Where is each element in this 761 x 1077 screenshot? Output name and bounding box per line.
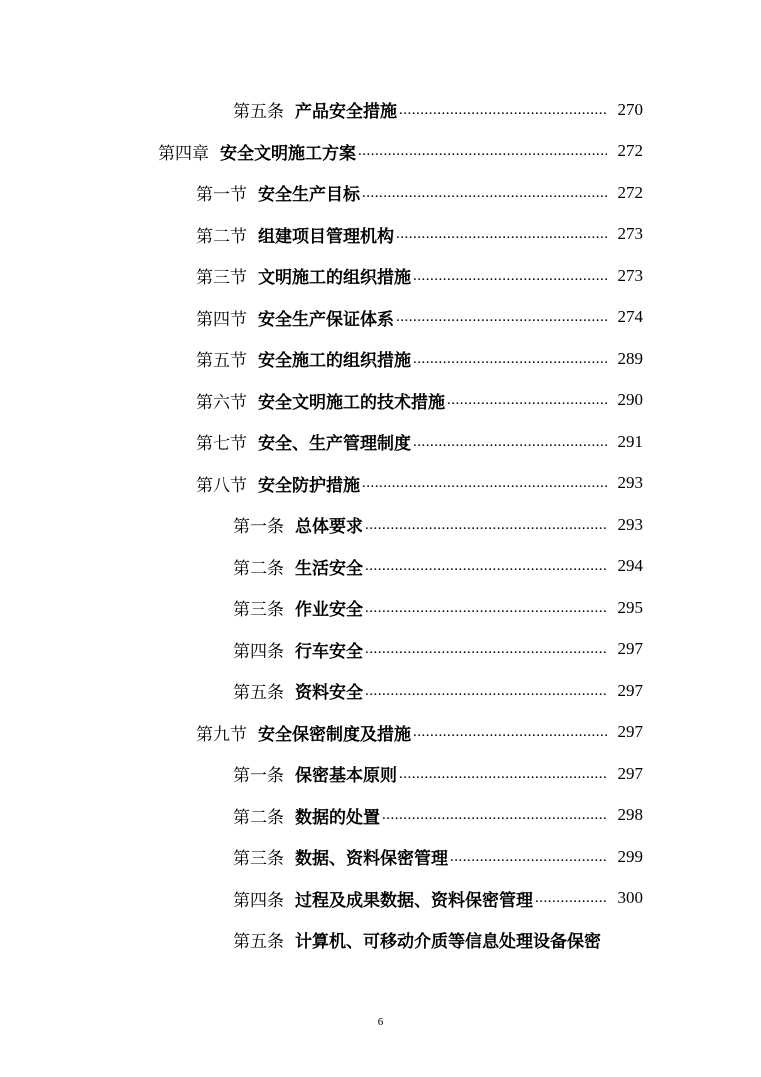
toc-entry-title: 计算机、可移动介质等信息处理设备保密 [295,932,601,953]
toc-entry-page: 274 [617,307,643,327]
toc-entry-number: 第二节 [196,226,247,247]
toc-entry-number: 第四条 [233,890,284,911]
toc-entry-page: 270 [617,99,643,119]
toc-entry[interactable] [0,753,761,795]
toc-entry-number: 第七节 [196,434,247,455]
toc-entry-page: 273 [617,265,643,285]
toc-entry-page: 272 [617,141,643,161]
toc-entry-number: 第六节 [196,392,247,413]
toc-entry-page: 291 [617,431,643,451]
toc-entry-page: 293 [617,473,643,493]
toc-entry-page: 300 [617,888,643,908]
toc-dot-leader [365,515,607,535]
toc-entry-title: 资料安全 [295,683,363,704]
toc-entry-number: 第八节 [196,475,247,496]
toc-entry-title: 产品安全措施 [295,102,397,123]
toc-entry-page: 293 [617,514,643,534]
toc-entry-page: 297 [617,722,643,742]
toc-entry-title: 安全施工的组织措施 [258,351,411,372]
toc-dot-leader [447,390,607,410]
toc-entry-page: 290 [617,390,643,410]
toc-entry-number: 第二条 [233,558,284,579]
toc-entry-page: 273 [617,224,643,244]
toc-entry-title: 安全保密制度及措施 [258,724,411,745]
toc-entry-page: 294 [617,556,643,576]
toc-entry[interactable] [0,463,761,505]
toc-dot-leader [365,556,607,576]
toc-entry[interactable] [0,131,761,173]
toc-entry-page: 297 [617,763,643,783]
toc-entry-number: 第三节 [196,268,247,289]
toc-entry[interactable] [0,421,761,463]
toc-entry[interactable] [0,836,761,878]
toc-dot-leader [399,764,607,784]
toc-dot-leader [396,224,607,244]
toc-entry[interactable] [0,795,761,837]
table-of-contents [0,89,761,961]
toc-dot-leader [535,888,607,908]
toc-dot-leader [396,307,607,327]
toc-dot-leader [362,183,607,203]
toc-entry-number: 第五条 [233,932,284,953]
toc-entry[interactable] [0,172,761,214]
toc-entry-number: 第五条 [233,102,284,123]
toc-dot-leader [382,805,607,825]
toc-entry[interactable] [0,546,761,588]
toc-entry-title: 数据的处置 [295,807,380,828]
toc-entry-title: 生活安全 [295,558,363,579]
toc-entry[interactable] [0,629,761,671]
toc-entry-page: 299 [617,846,643,866]
toc-dot-leader [365,639,607,659]
toc-entry-number: 第五条 [233,683,284,704]
toc-entry-number: 第五节 [196,351,247,372]
toc-entry-number: 第一条 [233,766,284,787]
toc-entry[interactable] [0,712,761,754]
toc-entry[interactable] [0,338,761,380]
toc-entry-page: 297 [617,680,643,700]
toc-dot-leader [450,847,607,867]
toc-entry-number: 第二条 [233,807,284,828]
toc-entry-title: 安全、生产管理制度 [258,434,411,455]
toc-dot-leader [413,349,607,369]
toc-entry[interactable] [0,670,761,712]
toc-entry-page: 297 [617,639,643,659]
toc-entry-page: 298 [617,805,643,825]
toc-dot-leader [413,722,607,742]
toc-entry-number: 第三条 [233,600,284,621]
toc-entry-title: 安全文明施工方案 [220,143,356,164]
toc-entry-page: 272 [617,182,643,202]
toc-entry-number: 第一节 [196,185,247,206]
toc-dot-leader [399,100,607,120]
toc-entry-title: 过程及成果数据、资料保密管理 [295,890,533,911]
toc-entry-number: 第四章 [158,143,209,164]
toc-entry-page: 295 [617,597,643,617]
toc-entry-title: 安全防护措施 [258,475,360,496]
toc-entry[interactable] [0,587,761,629]
toc-dot-leader [413,266,607,286]
toc-entry[interactable] [0,878,761,920]
toc-entry-number: 第一条 [233,517,284,538]
toc-entry-number: 第四节 [196,309,247,330]
toc-entry-title: 安全文明施工的技术措施 [258,392,445,413]
toc-dot-leader [365,598,607,618]
toc-entry-number: 第三条 [233,849,284,870]
toc-entry-number: 第九节 [196,724,247,745]
toc-entry[interactable] [0,297,761,339]
toc-entry-title: 作业安全 [295,600,363,621]
toc-dot-leader [365,681,607,701]
toc-dot-leader [413,432,607,452]
toc-entry-title: 总体要求 [295,517,363,538]
toc-entry-title: 安全生产目标 [258,185,360,206]
toc-entry-title: 文明施工的组织措施 [258,268,411,289]
toc-entry[interactable] [0,255,761,297]
page-number: 6 [377,1016,384,1028]
toc-entry-number: 第四条 [233,641,284,662]
toc-entry[interactable] [0,89,761,131]
toc-entry[interactable] [0,504,761,546]
toc-entry[interactable] [0,214,761,256]
toc-entry-title: 行车安全 [295,641,363,662]
toc-entry-title: 安全生产保证体系 [258,309,394,330]
toc-entry-title: 保密基本原则 [295,766,397,787]
toc-entry-page: 289 [617,348,643,368]
toc-dot-leader [362,473,607,493]
toc-entry-title: 组建项目管理机构 [258,226,394,247]
toc-entry[interactable] [0,919,761,961]
toc-entry[interactable] [0,380,761,422]
toc-dot-leader [358,141,607,161]
toc-entry-title: 数据、资料保密管理 [295,849,448,870]
